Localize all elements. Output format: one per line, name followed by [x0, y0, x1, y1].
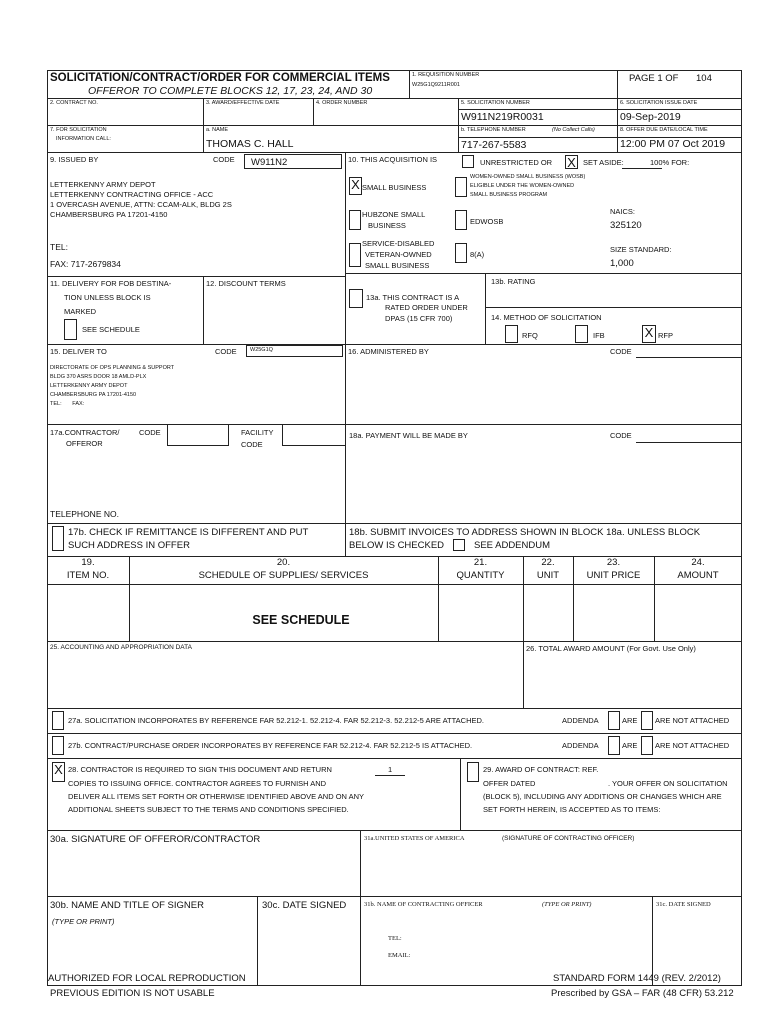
issued-by-line: CHAMBERSBURG PA 17201-4150 [50, 210, 168, 219]
rule [47, 641, 742, 642]
deliver-to-line: CHAMBERSBURG PA 17201-4150 [50, 392, 137, 398]
rule [345, 273, 742, 274]
col-amount-num: 24. [691, 557, 705, 568]
29-text: 29. AWARD OF CONTRACT: REF. [483, 765, 599, 774]
27b-are-checkbox[interactable] [608, 736, 620, 755]
remittance-checkbox[interactable] [52, 526, 64, 551]
rating-label: 13b. RATING [491, 277, 536, 286]
rule [47, 758, 742, 759]
rule [458, 109, 742, 110]
co-date-signed-label: 31c. DATE SIGNED [656, 901, 711, 908]
27a-are-checkbox[interactable] [608, 711, 620, 730]
deliver-to-line: BLDG 370 ASRS DOOR 18 AMLD-PLX [50, 374, 147, 380]
rule [47, 98, 742, 99]
size-standard-value[interactable]: 1,000 [610, 258, 634, 269]
col-quantity-name: QUANTITY [456, 570, 505, 581]
col-amount-name: AMOUNT [677, 570, 719, 581]
co-email-label: EMAIL: [388, 952, 411, 959]
contracting-officer-name-note: (TYPE OR PRINT) [542, 901, 592, 908]
signer-name-note: (TYPE OR PRINT) [52, 917, 115, 926]
facility-code-box[interactable] [282, 424, 345, 446]
contract-no-label: 2. CONTRACT NO. [50, 100, 98, 106]
27b-are-not: ARE NOT ATTACHED [655, 741, 730, 750]
small-business-label: SMALL BUSINESS [362, 183, 427, 192]
edwosb-checkbox[interactable] [455, 210, 467, 230]
rule [47, 708, 742, 709]
remittance-label-2: SUCH ADDRESS IN OFFER [68, 540, 190, 551]
co-tel-label: TEL: [388, 935, 402, 942]
rule [47, 733, 742, 734]
order-number-label: 4. ORDER NUMBER [316, 100, 368, 106]
invoice-label-2: BELOW IS CHECKED [349, 540, 445, 551]
contractor-label-2: OFFEROR [66, 439, 103, 448]
27b-are-not-checkbox[interactable] [641, 736, 653, 755]
rule [203, 125, 204, 152]
27a-addenda: ADDENDA [562, 716, 599, 725]
eight-a-label: 8(A) [470, 250, 485, 259]
issued-by-code-label: CODE [213, 155, 235, 164]
col-supplies-num: 20. [276, 557, 291, 568]
issued-by-line: 1 OVERCASH AVENUE, ATTN: CCAM-ALK, BLDG 2S [50, 200, 232, 209]
27b-text: 27b. CONTRACT/PURCHASE ORDER INCORPORATES BY REFERENCE FAR 52.212-4. FAR 52.212-5 IS ATTACHED. [68, 741, 473, 750]
requisition-value[interactable]: W25G1Q9211R001 [412, 82, 460, 88]
rfq-label: RFQ [522, 331, 538, 340]
col-item-name: ITEM NO. [66, 570, 110, 581]
deliver-to-line: TEL: FAX: [50, 401, 85, 407]
offer-due-label: 8. OFFER DUE DATE/LOCAL TIME [620, 127, 708, 133]
rule [458, 98, 459, 152]
rule [47, 896, 742, 897]
phone-value[interactable]: 717-267-5583 [461, 139, 527, 151]
phone-label: b. TELEPHONE NUMBER [461, 127, 526, 133]
info-call-label-2: INFORMATION CALL: [56, 136, 111, 142]
col-quantity-num: 21. [473, 557, 488, 568]
rule [47, 424, 742, 425]
award-date-label: 3. AWARD/EFFECTIVE DATE [206, 100, 280, 106]
29-text: SET FORTH HEREIN, IS ACCEPTED AS TO ITEMS: [483, 805, 661, 814]
rule [47, 523, 742, 524]
invoice-label: 18b. SUBMIT INVOICES TO ADDRESS SHOWN IN BLOCK 18a. UNLESS BLOCK [349, 527, 701, 538]
rule [47, 276, 345, 277]
offeror-signature-label: 30a. SIGNATURE OF OFFEROR/CONTRACTOR [50, 834, 261, 845]
form-subtitle: OFFEROR TO COMPLETE BLOCKS 12, 17, 23, 24, AND 30 [88, 85, 373, 97]
27a-are-not-checkbox[interactable] [641, 711, 653, 730]
administered-by-label: 16. ADMINISTERED BY [348, 347, 429, 356]
addendum-checkbox[interactable] [453, 539, 465, 551]
fob-label: MARKED [64, 307, 97, 316]
wosb-line: WOMEN-OWNED SMALL BUSINESS (WOSB) [470, 174, 586, 180]
info-call-label: 7. FOR SOLICITATION [50, 127, 107, 133]
28-text: DELIVER ALL ITEMS SET FORTH OR OTHERWISE IDENTIFIED ABOVE AND ON ANY [68, 792, 365, 801]
accounting-label: 25. ACCOUNTING AND APPROPRIATION DATA [50, 644, 192, 651]
contact-name-value[interactable]: THOMAS C. HALL [206, 138, 294, 150]
rule [523, 641, 524, 708]
usa-signature-label: 31a.UNITED STATES OF AMERICA [364, 835, 465, 842]
rule [485, 307, 742, 308]
contractor-label: 17a.CONTRACTOR/ [50, 428, 120, 437]
rule [573, 556, 574, 641]
fob-checkbox[interactable] [64, 319, 77, 340]
sdvosb-line: SMALL BUSINESS [365, 261, 430, 270]
29-text: . YOUR OFFER ON SOLICITATION [608, 779, 728, 788]
page-total: 104 [696, 73, 712, 84]
rule [313, 98, 314, 125]
rule [203, 276, 204, 344]
remittance-label: 17b. CHECK IF REMITTANCE IS DIFFERENT AND PUT [68, 527, 309, 538]
rule [47, 830, 742, 831]
col-unit-num: 22. [541, 557, 555, 568]
dpas-label: RATED ORDER UNDER [385, 303, 468, 312]
date-signed-label: 30c. DATE SIGNED [262, 900, 347, 911]
hubzone-line: BUSINESS [368, 221, 406, 230]
27b-checkbox[interactable] [52, 736, 64, 755]
rule [47, 152, 742, 153]
rule [409, 70, 410, 98]
see-schedule-text: SEE SCHEDULE [252, 613, 350, 627]
rule [636, 357, 742, 358]
fob-label: 11. DELIVERY FOR FOB DESTINA- [50, 279, 172, 288]
small-business-checkbox[interactable]: X [349, 177, 362, 195]
rule [375, 775, 405, 776]
rule [47, 556, 742, 557]
27a-text: 27a. SOLICITATION INCORPORATES BY REFERENCE FAR 52.212-1. 52.212-4. FAR 52.212-3. 52.212-5 ARE ATTACHED. [68, 716, 484, 725]
28-copies[interactable]: 1 [388, 765, 393, 774]
offer-due-value[interactable]: 12:00 PM 07 Oct 2019 [620, 138, 726, 150]
issued-by-tel: TEL: [50, 242, 68, 252]
wosb-checkbox[interactable] [455, 177, 467, 197]
deliver-to-label: 15. DELIVER TO [50, 347, 107, 356]
sdvosb-checkbox[interactable] [349, 243, 361, 267]
rule [345, 152, 346, 556]
rule [47, 584, 742, 585]
naics-label: NAICS: [610, 207, 636, 216]
rule [523, 556, 524, 641]
rfp-checkbox[interactable]: X [642, 325, 656, 343]
set-aside-checkbox[interactable]: X [565, 155, 578, 169]
unrestricted-label: UNRESTRICTED OR [480, 158, 553, 167]
form-title: SOLICITATION/CONTRACT/ORDER FOR COMMERCIAL ITEMS [50, 72, 390, 84]
hubzone-line: HUBZONE SMALL [362, 210, 426, 219]
rule [460, 758, 461, 830]
facility-label-2: CODE [241, 440, 263, 449]
27a-checkbox[interactable] [52, 711, 64, 730]
requisition-label: 1. REQUISITION NUMBER [412, 72, 480, 78]
solicitation-number-label: 5. SOLICITATION NUMBER [461, 100, 530, 106]
wosb-line: SMALL BUSINESS PROGRAM [470, 192, 548, 198]
signer-name-label: 30b. NAME AND TITLE OF SIGNER [50, 900, 204, 911]
29-text: OFFER DATED [483, 779, 536, 788]
28-text: ADDITIONAL SHEETS SUBJECT TO THE TERMS AND CONDITIONS SPECIFIED. [68, 805, 349, 814]
see-addendum-label: SEE ADDENDUM [474, 540, 551, 551]
administered-by-code-label: CODE [610, 347, 632, 356]
payment-label: 18a. PAYMENT WILL BE MADE BY [349, 431, 468, 440]
col-unit-name: UNIT [536, 570, 560, 581]
rule [438, 556, 439, 641]
issued-by-code-value[interactable]: W911N2 [251, 157, 288, 168]
deliver-to-code-value[interactable]: W25G1Q [250, 347, 273, 353]
col-unit-price-name: UNIT PRICE [586, 570, 641, 581]
dpas-label: DPAS (15 CFR 700) [385, 314, 453, 323]
contractor-code-label: CODE [139, 428, 161, 437]
eight-a-checkbox[interactable] [455, 243, 467, 263]
deliver-to-line: DIRECTORATE OF OPS PLANNING & SUPPORT [50, 365, 175, 371]
fob-label: TION UNLESS BLOCK IS [64, 293, 151, 302]
method-label: 14. METHOD OF SOLICITATION [491, 313, 602, 322]
page-label: PAGE 1 OF [629, 73, 679, 84]
dpas-checkbox[interactable] [349, 289, 363, 308]
issued-by-line: LETTERKENNY ARMY DEPOT [50, 180, 156, 189]
unrestricted-checkbox[interactable] [462, 155, 474, 168]
rfq-checkbox[interactable] [505, 325, 518, 343]
naics-value[interactable]: 325120 [610, 220, 642, 231]
acquisition-label: 10. THIS ACQUISITION IS [348, 155, 438, 164]
hubzone-checkbox[interactable] [349, 210, 361, 230]
sdvosb-line: VETERAN-OWNED [365, 250, 432, 259]
contracting-officer-signature-note: (SIGNATURE OF CONTRACTING OFFICER) [502, 835, 635, 842]
deliver-to-code-label: CODE [215, 347, 237, 356]
27a-are-not: ARE NOT ATTACHED [655, 716, 730, 725]
rule [617, 98, 618, 152]
27a-are: ARE [622, 716, 638, 725]
total-award-label: 26. TOTAL AWARD AMOUNT (For Govt. Use Only) [526, 644, 696, 653]
facility-label: FACILITY [241, 428, 274, 437]
28-text: 28. CONTRACTOR IS REQUIRED TO SIGN THIS DOCUMENT AND RETURN [68, 765, 332, 774]
telephone-label: TELEPHONE NO. [50, 509, 119, 519]
set-aside-label: SET ASIDE: [583, 158, 624, 167]
29-text: (BLOCK 5), INCLUDING ANY ADDITIONS OR CHANGES WHICH ARE [483, 792, 722, 801]
name-label: a. NAME [206, 127, 229, 133]
rule [636, 442, 742, 443]
issue-date-value[interactable]: 09-Sep-2019 [620, 111, 681, 123]
issued-by-label: 9. ISSUED BY [50, 155, 99, 164]
sdvosb-line: SERVICE-DISABLED [362, 239, 435, 248]
contracting-officer-name-label: 31b. NAME OF CONTRACTING OFFICER [364, 901, 483, 908]
footer-prescribed-by: Prescribed by GSA – FAR (48 CFR) 53.212 [551, 988, 734, 999]
rule [485, 273, 486, 344]
col-supplies-name: SCHEDULE OF SUPPLIES/ SERVICES [198, 570, 369, 581]
set-aside-percent: 100% FOR: [650, 158, 690, 167]
footer-previous-edition: PREVIOUS EDITION IS NOT USABLE [50, 988, 215, 999]
rule [203, 98, 204, 125]
rule [617, 70, 618, 98]
rule [47, 344, 742, 345]
deliver-to-line: LETTERKENNY ARMY DEPOT [50, 383, 128, 389]
size-standard-label: SIZE STANDARD: [610, 245, 672, 254]
27b-addenda: ADDENDA [562, 741, 599, 750]
ifb-label: IFB [593, 331, 605, 340]
col-item-num: 19. [81, 557, 95, 568]
edwosb-label: EDWOSB [470, 217, 504, 226]
payment-code-label: CODE [610, 431, 632, 440]
issued-by-fax: FAX: 717-2679834 [50, 259, 121, 269]
solicitation-number-value[interactable]: W911N219R0031 [461, 111, 544, 123]
issue-date-label: 6. SOLICITATION ISSUE DATE [620, 100, 698, 106]
col-unit-price-num: 23. [606, 557, 621, 568]
27b-are: ARE [622, 741, 638, 750]
rule [654, 556, 655, 641]
dpas-label: 13a. THIS CONTRACT IS A [366, 293, 460, 302]
rule [360, 830, 361, 986]
set-aside-underline [622, 168, 662, 169]
phone-note: (No Collect Calls) [552, 127, 595, 133]
issued-by-line: LETTERKENNY CONTRACTING OFFICE - ACC [50, 190, 214, 199]
rule [47, 125, 742, 126]
28-text: COPIES TO ISSUING OFFICE. CONTRACTOR AGREES TO FURNISH AND [68, 779, 327, 788]
rfp-label: RFP [658, 331, 673, 340]
ifb-checkbox[interactable] [575, 325, 588, 343]
contractor-code-box[interactable] [167, 424, 229, 446]
discount-terms-label: 12. DISCOUNT TERMS [206, 279, 286, 288]
28-checkbox[interactable]: X [52, 762, 65, 782]
rule [129, 556, 130, 641]
wosb-line: ELIGIBLE UNDER THE WOMEN-OWNED [470, 183, 575, 189]
footer-authorized: AUTHORIZED FOR LOCAL REPRODUCTION [48, 973, 246, 984]
29-checkbox[interactable] [467, 762, 479, 782]
rule [257, 896, 258, 986]
footer-standard-form: STANDARD FORM 1449 (REV. 2/2012) [553, 973, 721, 984]
fob-see-schedule: SEE SCHEDULE [82, 325, 140, 334]
